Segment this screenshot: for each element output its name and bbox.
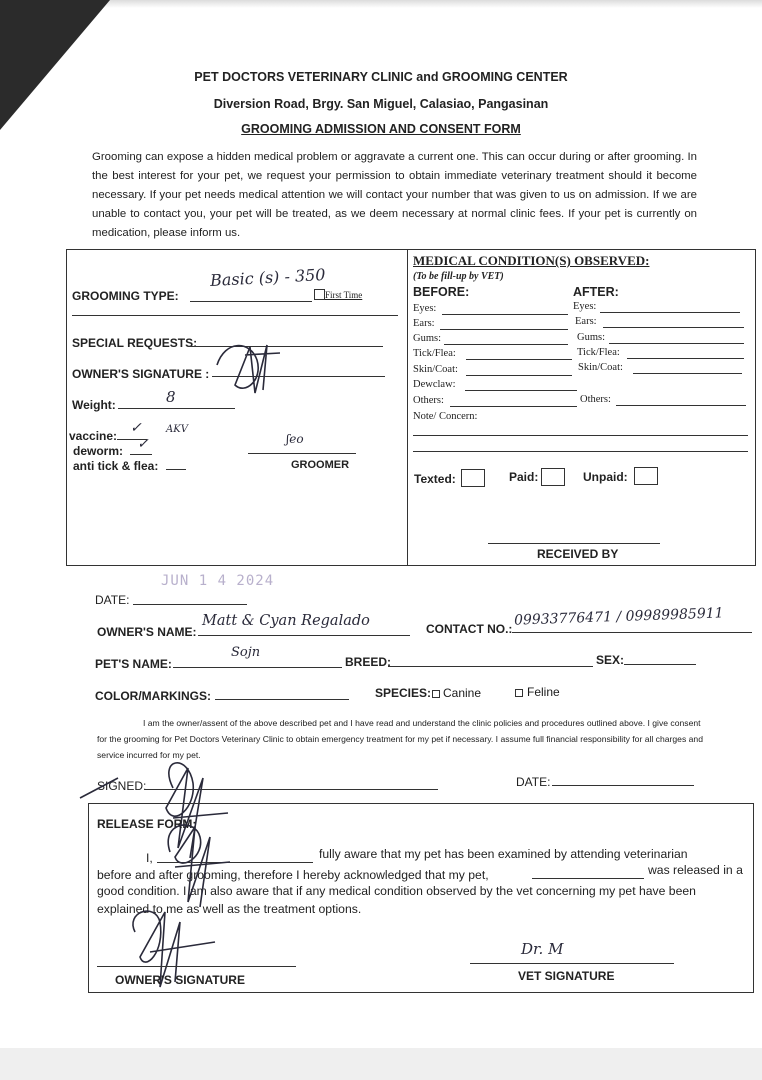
note-line-2[interactable] (413, 451, 748, 452)
release-i-label: I, (146, 851, 153, 865)
after-eyes-line[interactable] (600, 312, 740, 313)
texted-label: Texted: (414, 472, 456, 486)
owner-signature-label: OWNER'S SIGNATURE : (72, 367, 210, 381)
unpaid-label: Unpaid: (583, 470, 628, 484)
scan-edge-top (0, 0, 762, 8)
contact-value: 09933776471 / 09989985911 (513, 605, 724, 629)
species-canine-label: Canine (443, 686, 482, 700)
vaccine-note: AKV (166, 424, 188, 435)
sex-label: SEX: (596, 653, 625, 667)
vet-signature-value: Dr. M (521, 940, 564, 958)
consent-date-label: DATE: (516, 775, 551, 789)
first-time-label: First Time (325, 290, 363, 300)
before-ears: Ears: (413, 318, 435, 329)
owner-signature-release-line[interactable] (97, 966, 296, 967)
before-label: BEFORE: (413, 285, 470, 299)
note-concern-label: Note/ Concern: (413, 411, 478, 422)
after-label: AFTER: (573, 285, 619, 299)
release-sentence-1: fully aware that my pet has been examined by attending veterinarian (319, 847, 688, 861)
medical-condition-title: MEDICAL CONDITION(S) OBSERVED: (413, 253, 650, 268)
after-gums-line[interactable] (609, 343, 744, 344)
release-pet-name-line[interactable] (532, 878, 644, 879)
special-requests-label: SPECIAL REQUESTS: (72, 336, 198, 350)
before-eyes: Eyes: (413, 303, 437, 314)
tick-flea-label: anti tick & flea: (73, 459, 159, 473)
contact-label: CONTACT NO.: (426, 622, 513, 636)
form-title: GROOMING ADMISSION AND CONSENT FORM (241, 122, 521, 136)
vet-signature-label: VET SIGNATURE (518, 969, 615, 983)
weight-label: Weight: (72, 398, 116, 412)
weight-line[interactable] (118, 408, 235, 409)
clinic-address: Diversion Road, Brgy. San Miguel, Calasiao, Pangasinan (213, 97, 549, 111)
before-ears-line[interactable] (440, 329, 568, 330)
owner-signature-release-label: OWNER'S SIGNATURE (115, 973, 245, 987)
deworm-line[interactable] (130, 454, 152, 455)
owner-signature-scribble (205, 335, 285, 400)
before-tick-flea-line[interactable] (466, 359, 572, 360)
before-dewclaw: Dewclaw: (413, 379, 456, 390)
after-tick-flea: Tick/Flea: (577, 347, 620, 358)
sex-line[interactable] (624, 664, 696, 665)
before-tick-flea: Tick/Flea: (413, 348, 456, 359)
after-others: Others: (580, 394, 611, 405)
breed-line[interactable] (388, 666, 593, 667)
unpaid-checkbox[interactable] (634, 467, 658, 485)
weight-value: 8 (166, 388, 176, 406)
release-sentence-5: explained to me as well as the treatment options. (97, 902, 362, 916)
groomer-signature: ʃeo (286, 432, 304, 446)
before-others-line[interactable] (450, 406, 577, 407)
before-others: Others: (413, 395, 444, 406)
after-ears: Ears: (575, 316, 597, 327)
vet-signature-line[interactable] (470, 963, 674, 964)
scan-edge-bottom (0, 1048, 762, 1080)
release-sentence-3: was released in a (648, 863, 743, 877)
tick-flea-line[interactable] (166, 469, 186, 470)
date-line[interactable] (133, 604, 247, 605)
paid-checkbox[interactable] (541, 468, 565, 486)
signed-label: SIGNED: (97, 779, 147, 793)
after-eyes: Eyes: (573, 301, 597, 312)
after-gums: Gums: (577, 332, 606, 343)
release-sentence-4: good condition. I am also aware that if any medical condition observed by the vet concerning my pet have been (97, 884, 696, 898)
received-by-line[interactable] (488, 543, 660, 544)
release-sentence-2: before and after grooming, therefore I hereby acknowledged that my pet, (97, 868, 489, 882)
species-label: SPECIES: (375, 686, 432, 700)
medical-condition-subtitle: (To be fill-up by VET) (413, 271, 504, 282)
owner-name-value: Matt & Cyan Regalado (202, 613, 370, 629)
breed-label: BREED: (345, 655, 392, 669)
consent-date-line[interactable] (552, 785, 694, 786)
deworm-check: ✓ (137, 436, 149, 452)
pet-name-line[interactable] (173, 667, 342, 668)
grooming-type-handwriting: Basic (s) - 350 (209, 264, 326, 291)
pet-name-label: PET'S NAME: (95, 657, 172, 671)
vaccine-label: vaccine: (69, 429, 118, 443)
release-signature-scribble (120, 812, 240, 992)
grooming-type-line-2[interactable] (72, 315, 398, 316)
clinic-name: PET DOCTORS VETERINARY CLINIC and GROOMING CENTER (194, 70, 568, 84)
date-stamp: JUN 1 4 2024 (161, 573, 275, 589)
grooming-type-line[interactable] (190, 301, 312, 302)
deworm-label: deworm: (73, 444, 124, 458)
after-skin-coat: Skin/Coat: (578, 362, 623, 373)
before-skin-coat-line[interactable] (466, 375, 572, 376)
species-canine-checkbox[interactable] (432, 690, 440, 698)
panel-divider (407, 250, 408, 565)
vaccine-check: ✓ (130, 420, 142, 436)
received-by-label: RECEIVED BY (537, 547, 619, 561)
species-feline-label: Feline (527, 685, 560, 699)
before-dewclaw-line[interactable] (465, 390, 577, 391)
owner-name-label: OWNER'S NAME: (97, 625, 197, 639)
before-skin-coat: Skin/Coat: (413, 364, 458, 375)
color-markings-line[interactable] (215, 699, 349, 700)
note-line-1[interactable] (413, 435, 748, 436)
after-ears-line[interactable] (603, 327, 744, 328)
before-gums-line[interactable] (444, 344, 568, 345)
texted-checkbox[interactable] (461, 469, 485, 487)
intro-paragraph: Grooming can expose a hidden medical problem or aggravate a current one. This can occur during or after grooming. In the best interest for your pet, we request your permission to obtain immediate veterinary treatment should it become necessary. If your pet needs medical attention we will contact your number that was given to us on admission. If we are unable to contact you, your pet will be treated, as we deem necessary at normal clinic fees. If your pet is currently on medication, please inform us. (92, 151, 697, 239)
release-form-title: RELEASE FORM: (97, 817, 197, 831)
contact-line[interactable] (512, 632, 752, 633)
before-eyes-line[interactable] (442, 314, 568, 315)
first-time-checkbox[interactable] (314, 289, 325, 300)
groomer-label: GROOMER (291, 459, 350, 471)
groomer-line[interactable] (248, 453, 356, 454)
color-markings-label: COLOR/MARKINGS: (95, 689, 211, 703)
grooming-type-label: GROOMING TYPE: (72, 289, 179, 303)
owner-name-line[interactable] (198, 635, 410, 636)
after-tick-flea-line[interactable] (627, 358, 744, 359)
after-others-line[interactable] (616, 405, 746, 406)
consent-paragraph: I am the owner/assent of the above described pet and I have read and understand the clinic policies and procedures outlined above. I give consent for the grooming for Pet Doctors Veterinary Clinic to obtain emergency treatment for my pet if necessary. I assume full financial responsibility for all charges and service incurred for my pet. (97, 718, 703, 760)
paid-label: Paid: (509, 470, 539, 484)
after-skin-coat-line[interactable] (633, 373, 742, 374)
before-gums: Gums: (413, 333, 442, 344)
pet-name-value: Sojn (231, 645, 261, 660)
date-label: DATE: (95, 593, 130, 607)
species-feline-checkbox[interactable] (515, 689, 523, 697)
